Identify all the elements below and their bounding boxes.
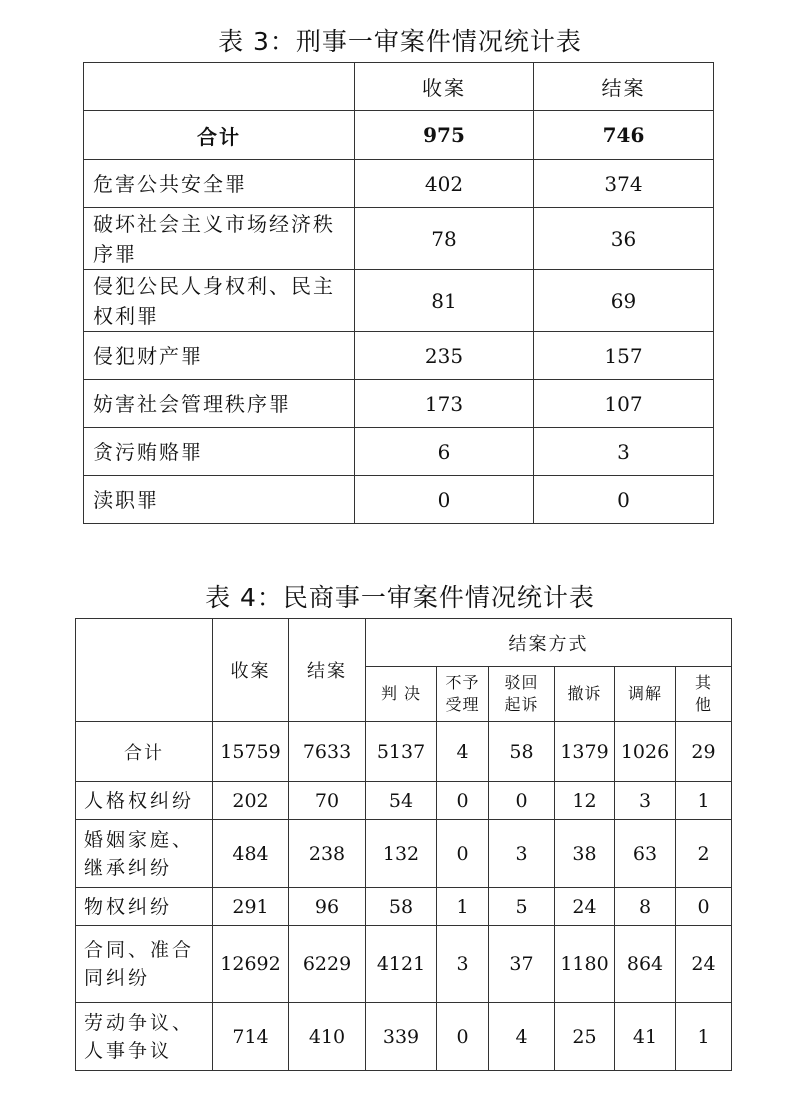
cell: 12692 [213,926,289,1003]
header-closed: 结案 [289,619,366,722]
table-header-row [76,619,732,667]
row-label: 合同、准合同纠纷 [76,926,213,1003]
cell: 38 [555,820,615,888]
header-other-label: 其他 [694,673,712,714]
cell: 24 [555,888,615,926]
cell: 58 [366,888,437,926]
header-method-group: 结案方式 [366,619,732,667]
cell: 6229 [289,926,366,1003]
cell-received: 0 [355,476,534,524]
cell: 0 [676,888,732,926]
total-cell: 1026 [615,722,676,782]
cell-received: 235 [355,332,534,380]
row-label: 婚姻家庭、继承纠纷 [76,820,213,888]
total-row [76,722,732,782]
header-received: 收案 [355,63,534,111]
cell: 0 [437,820,489,888]
header-empty-cell [84,63,355,111]
total-closed: 746 [534,111,714,160]
cell: 3 [615,782,676,820]
cell: 4 [489,1003,555,1071]
cell-received: 78 [355,208,534,270]
cell: 12 [555,782,615,820]
header-closed: 结案 [534,63,714,111]
row-label: 劳动争议、人事争议 [76,1003,213,1071]
table-row [76,888,732,926]
cell: 3 [437,926,489,1003]
row-label: 危害公共安全罪 [84,160,355,208]
table-row [76,926,732,1003]
row-label: 贪污贿赂罪 [84,428,355,476]
cell: 70 [289,782,366,820]
cell: 714 [213,1003,289,1071]
total-cell: 7633 [289,722,366,782]
header-withdrawn: 撤诉 [555,667,615,722]
cell: 37 [489,926,555,1003]
cell: 339 [366,1003,437,1071]
cell: 8 [615,888,676,926]
cell: 410 [289,1003,366,1071]
table-row [76,820,732,888]
cell-received: 81 [355,270,534,332]
cell: 63 [615,820,676,888]
cell-received: 173 [355,380,534,428]
row-label: 人格权纠纷 [76,782,213,820]
header-dismissed [489,667,555,722]
row-label: 侵犯财产罪 [84,332,355,380]
header-received: 收案 [213,619,289,722]
table-row [84,380,714,428]
row-label: 物权纠纷 [76,888,213,926]
row-label: 破坏社会主义市场经济秩序罪 [84,208,355,270]
cell: 484 [213,820,289,888]
cell-closed: 0 [534,476,714,524]
total-cell: 58 [489,722,555,782]
total-cell: 15759 [213,722,289,782]
table-header-row [84,63,714,111]
cell: 0 [437,1003,489,1071]
header-judgment [366,667,437,722]
cell-closed: 3 [534,428,714,476]
cell: 54 [366,782,437,820]
table-row [84,160,714,208]
table3-title: 表 3：刑事一审案件情况统计表 [218,27,582,56]
table-row [84,476,714,524]
cell: 1180 [555,926,615,1003]
criminal-cases-table [83,62,714,524]
cell: 5 [489,888,555,926]
table-row [84,332,714,380]
cell-closed: 36 [534,208,714,270]
total-received: 975 [355,111,534,160]
cell: 2 [676,820,732,888]
header-empty-cell [76,619,213,722]
row-label: 侵犯公民人身权利、民主权利罪 [84,270,355,332]
header-other [676,667,732,722]
table4-title: 表 4：民商事一审案件情况统计表 [205,583,595,612]
table-row [84,428,714,476]
cell: 1 [676,782,732,820]
total-cell: 4 [437,722,489,782]
cell: 4121 [366,926,437,1003]
total-cell: 29 [676,722,732,782]
header-dismissed-label: 驳回起诉 [504,673,539,714]
cell: 1 [437,888,489,926]
table-row [84,270,714,332]
total-label: 合计 [84,111,355,160]
table-row [76,1003,732,1071]
header-not-accepted-label: 不予受理 [445,673,480,714]
total-row [84,111,714,160]
civil-commercial-cases-table [75,618,732,1071]
cell: 25 [555,1003,615,1071]
cell-closed: 374 [534,160,714,208]
cell-closed: 107 [534,380,714,428]
cell: 238 [289,820,366,888]
cell: 864 [615,926,676,1003]
header-judgment-label: 判 决 [380,684,422,703]
header-not-accepted [437,667,489,722]
cell: 0 [489,782,555,820]
table-row [76,782,732,820]
cell: 291 [213,888,289,926]
cell: 202 [213,782,289,820]
cell: 3 [489,820,555,888]
cell-received: 6 [355,428,534,476]
cell: 41 [615,1003,676,1071]
total-label: 合计 [76,722,213,782]
cell-closed: 157 [534,332,714,380]
cell: 1 [676,1003,732,1071]
total-cell: 1379 [555,722,615,782]
table-row [84,208,714,270]
row-label: 妨害社会管理秩序罪 [84,380,355,428]
cell-closed: 69 [534,270,714,332]
cell-received: 402 [355,160,534,208]
row-label: 渎职罪 [84,476,355,524]
cell: 0 [437,782,489,820]
cell: 96 [289,888,366,926]
cell: 24 [676,926,732,1003]
cell: 132 [366,820,437,888]
header-mediation: 调解 [615,667,676,722]
total-cell: 5137 [366,722,437,782]
